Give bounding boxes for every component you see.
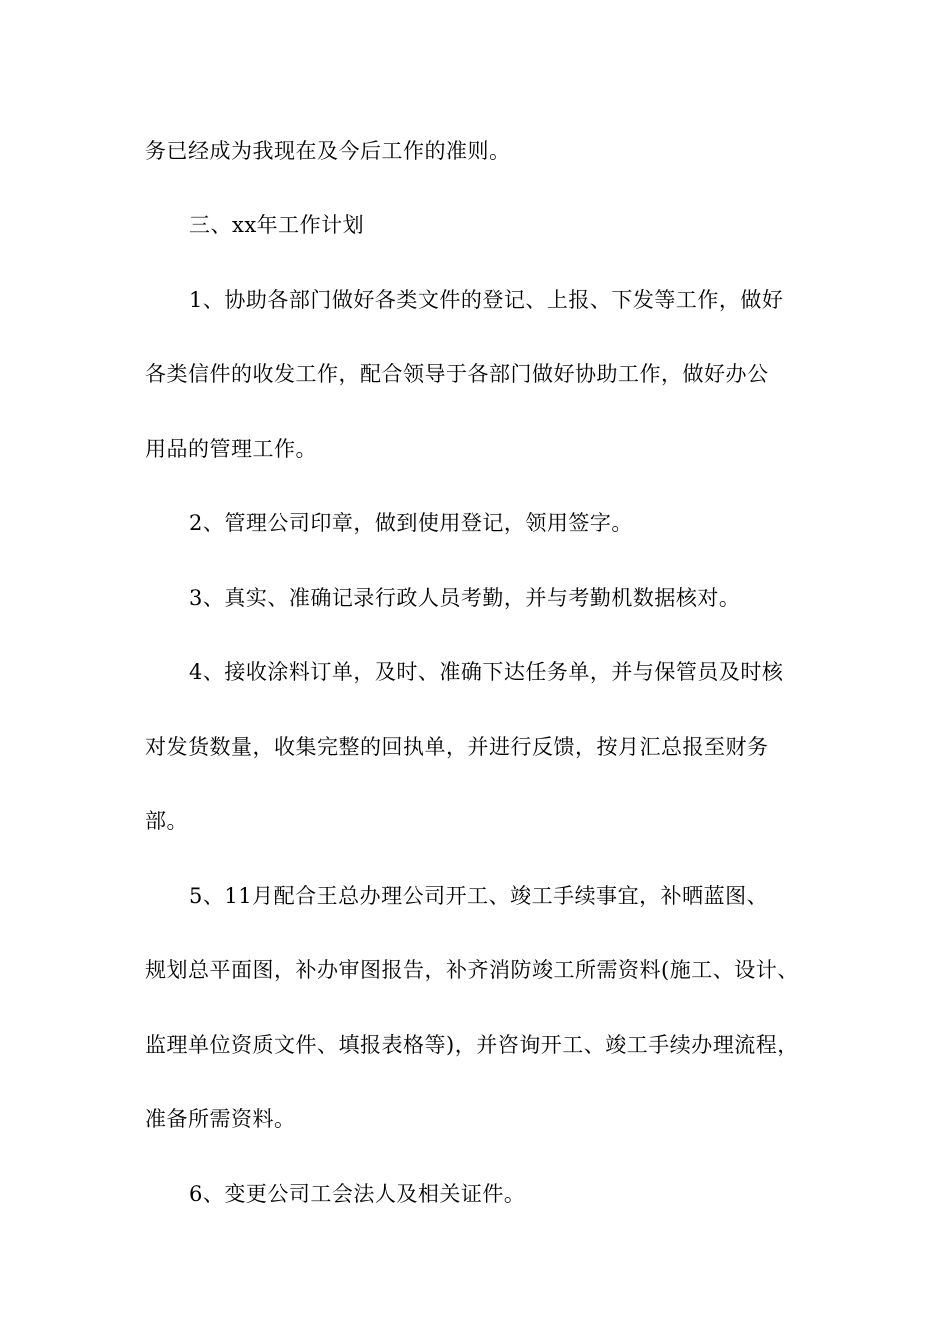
list-item-5-line: 5、11月配合王总办理公司开工、竣工手续事宜，补晒蓝图、	[189, 884, 769, 908]
list-item-5-line: 准备所需资料。	[145, 1107, 296, 1131]
list-item-1-line: 1、协助各部门做好各类文件的登记、上报、下发等工作，做好	[189, 288, 784, 312]
list-item-4-line: 部。	[145, 809, 188, 833]
section-heading: 三、xx年工作计划	[189, 213, 365, 237]
list-item-3: 3、真实、准确记录行政人员考勤，并与考勤机数据核对。	[189, 586, 741, 610]
list-item-4-line: 对发货数量，收集完整的回执单，并进行反馈，按月汇总报至财务	[145, 735, 769, 759]
list-item-1-line: 各类信件的收发工作，配合领导于各部门做好协助工作，做好办公	[145, 362, 769, 386]
list-item-5-line: 监理单位资质文件、填报表格等)，并咨询开工、竣工手续办理流程，	[145, 1033, 799, 1057]
list-item-4-line: 4、接收涂料订单，及时、准确下达任务单，并与保管员及时核	[189, 660, 784, 684]
paragraph-line: 务已经成为我现在及今后工作的准则。	[145, 139, 511, 163]
list-item-2: 2、管理公司印章，做到使用登记，领用签字。	[189, 511, 633, 535]
list-item-6: 6、变更公司工会法人及相关证件。	[189, 1182, 526, 1206]
list-item-5-line: 规划总平面图，补办审图报告，补齐消防竣工所需资料(施工、设计、	[145, 958, 799, 982]
list-item-1-line: 用品的管理工作。	[145, 437, 317, 461]
